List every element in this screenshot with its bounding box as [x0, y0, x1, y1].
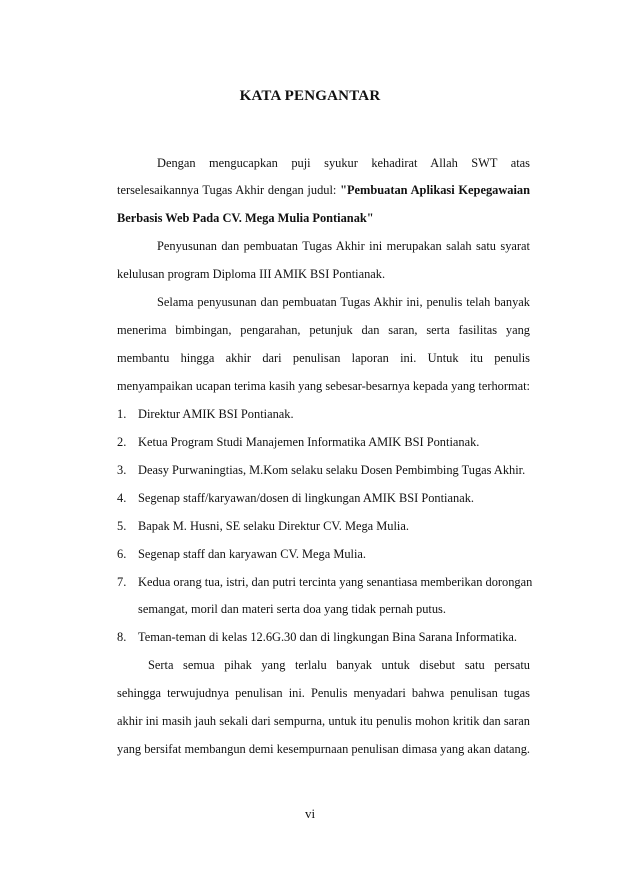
list-item-number: 5.	[117, 519, 127, 533]
paragraph-3-line-2: menerima bimbingan, pengarahan, petunjuk dan saran, serta fasilitas yang	[117, 323, 530, 337]
paragraph-3-line-3: membantu hingga akhir dari penulisan laporan ini. Untuk itu penulis	[117, 351, 530, 365]
list-item-number: 2.	[117, 435, 127, 449]
list-item: Ketua Program Studi Manajemen Informatika AMIK BSI Pontianak.	[138, 435, 480, 449]
list-item: Segenap staff/karyawan/dosen di lingkungan AMIK BSI Pontianak.	[138, 491, 474, 505]
paragraph-2-line-1: Penyusunan dan pembuatan Tugas Akhir ini merupakan salah satu syarat	[157, 239, 530, 253]
paragraph-1-line-1: Dengan mengucapkan puji syukur kehadirat Allah SWT atas	[157, 156, 530, 170]
paragraph-3-line-4: menyampaikan ucapan terima kasih yang sebesar-besarnya kepada yang terhormat:	[117, 379, 530, 393]
paragraph-2-line-2: kelulusan program Diploma III AMIK BSI Pontianak.	[117, 267, 386, 281]
list-item-number: 7.	[117, 575, 127, 589]
list-item: Teman-teman di kelas 12.6G.30 dan di lingkungan Bina Sarana Informatika.	[138, 630, 518, 644]
paragraph-3-line-1: Selama penyusunan dan pembuatan Tugas Akhir ini, penulis telah banyak	[157, 295, 530, 309]
paragraph-4-line-1: Serta semua pihak yang terlalu banyak untuk disebut satu persatu	[148, 658, 530, 672]
list-item: Deasy Purwaningtias, M.Kom selaku selaku Dosen Pembimbing Tugas Akhir.	[138, 463, 526, 477]
list-item: Kedua orang tua, istri, dan putri tercinta yang senantiasa memberikan dorongan	[138, 575, 533, 589]
thesis-title-part-2: Berbasis Web Pada CV. Mega Mulia Pontianak"	[117, 211, 374, 225]
page-number: vi	[304, 806, 316, 821]
paragraph-4-line-4: yang bersifat membangun demi kesempurnaan penulisan dimasa yang akan datang.	[117, 742, 530, 756]
page-title: KATA PENGANTAR	[239, 88, 381, 104]
list-item-number: 3.	[117, 463, 127, 477]
paragraph-4-line-3: akhir ini masih jauh sekali dari sempurna, untuk itu penulis mohon kritik dan saran	[117, 714, 530, 728]
paragraph-1-text: terselesaikannya Tugas Akhir dengan judul:	[117, 183, 341, 197]
list-item-number: 1.	[117, 407, 127, 421]
list-item: Direktur AMIK BSI Pontianak.	[138, 407, 294, 421]
list-item-continuation: semangat, moril dan materi serta doa yang tidak pernah putus.	[138, 602, 446, 616]
paragraph-4-line-2: sehingga terwujudnya penulisan ini. Penulis menyadari bahwa penulisan tugas	[117, 686, 530, 700]
list-item: Segenap staff dan karyawan CV. Mega Mulia.	[138, 547, 367, 561]
paragraph-1-line-2	[117, 182, 530, 198]
thesis-title-part-1: "Pembuatan Aplikasi Kepegawaian	[340, 183, 531, 197]
list-item: Bapak M. Husni, SE selaku Direktur CV. Mega Mulia.	[138, 519, 409, 533]
list-item-number: 4.	[117, 491, 127, 505]
list-item-number: 6.	[117, 547, 127, 561]
list-item-number: 8.	[117, 630, 127, 644]
